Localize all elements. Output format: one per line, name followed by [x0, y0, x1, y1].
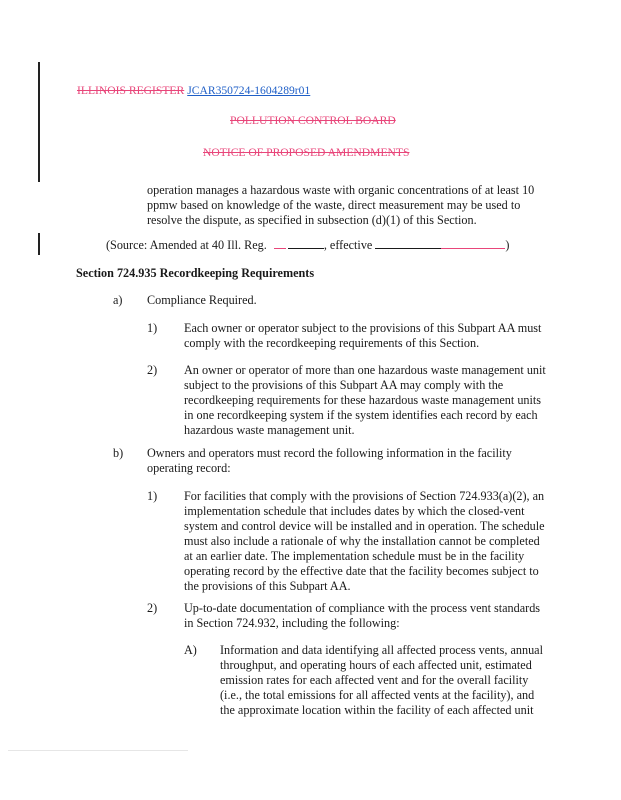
intro-paragraph [147, 183, 534, 228]
item-line: the provisions of this Subpart AA. [184, 579, 351, 593]
item-line: comply with the recordkeeping requirements of this Section. [184, 336, 480, 350]
item-line: throughput, and operating hours of each affected unit, estimated [220, 658, 532, 672]
source-suffix: ) [505, 238, 510, 252]
item-line: Information and data identifying all affected process vents, annual [220, 643, 543, 657]
item-b2 [184, 601, 540, 631]
section-title: Section 724.935 Recordkeeping Requirements [76, 266, 315, 280]
item-line: An owner or operator of more than one hazardous waste management unit [184, 363, 546, 377]
item-line: operating record by the effective date that the facility becomes subject to [184, 564, 539, 578]
item-a1 [184, 321, 541, 351]
item-a2 [184, 363, 546, 438]
register-struck: ILLINOIS REGISTER [77, 84, 185, 97]
item-line: For facilities that comply with the provisions of Section 724.933(a)(2), an [184, 489, 545, 503]
item-b2a-num: A) [184, 643, 197, 657]
item-line: the approximate location within the facility of each affected unit [220, 703, 534, 717]
board-header: POLLUTION CONTROL BOARD [230, 114, 396, 127]
item-line: in one recordkeeping system if the system identifies each record by each [184, 408, 538, 422]
source-mid: , effective [323, 238, 373, 252]
subsection-a-label: a) [113, 293, 123, 307]
intro-line: ppmw based on knowledge of the waste, direct measurement may be used to [147, 198, 521, 212]
item-b1-num: 1) [147, 489, 158, 503]
item-b2a [220, 643, 543, 718]
source-red-dash [274, 248, 286, 249]
notice-header: NOTICE OF PROPOSED AMENDMENTS [203, 146, 410, 159]
item-b2-num: 2) [147, 601, 158, 615]
item-line: at an earlier date. The implementation schedule must be in the facility [184, 549, 525, 563]
item-line: Owners and operators must record the following information in the facility [147, 446, 512, 460]
change-bar-source [38, 233, 40, 255]
register-header [77, 84, 310, 97]
source-blank-reg [288, 248, 324, 249]
item-line: recordkeeping requirements for these hazardous waste management units [184, 393, 542, 407]
item-line: hazardous waste management unit. [184, 423, 355, 437]
item-line: subject to the provisions of this Subpart AA may comply with the [184, 378, 504, 392]
subsection-b-label: b) [113, 446, 124, 460]
item-line: (i.e., the total emissions for all affected vents at the facility), and [220, 688, 535, 702]
item-line: Each owner or operator subject to the provisions of this Subpart AA must [184, 321, 542, 335]
item-a1-num: 1) [147, 321, 158, 335]
item-b1 [184, 489, 545, 594]
source-prefix: (Source: Amended at 40 Ill. Reg. [106, 238, 267, 252]
source-blank-effective [375, 248, 441, 249]
item-line: Up-to-date documentation of compliance with the process vent standards [184, 601, 541, 615]
item-line: emission rates for each affected vent and for the overall facility [220, 673, 529, 687]
item-line: operating record: [147, 461, 231, 475]
subsection-a-title: Compliance Required. [147, 293, 257, 307]
footer-rule [8, 750, 188, 751]
subsection-b-text [147, 446, 512, 476]
item-line: system and control device will be installed and in operation. The schedule [184, 519, 545, 533]
item-line: in Section 724.932, including the following: [184, 616, 400, 630]
source-red-blank [441, 248, 505, 249]
change-bar-top [38, 62, 40, 182]
intro-line: resolve the dispute, as specified in subsection (d)(1) of this Section. [147, 213, 477, 227]
item-a2-num: 2) [147, 363, 158, 377]
item-line: implementation schedule that includes dates by which the closed-vent [184, 504, 525, 518]
source-note [106, 238, 509, 253]
intro-line: operation manages a hazardous waste with organic concentrations of at least 10 [147, 183, 535, 197]
item-line: must also include a rationale of why the installation cannot be completed [184, 534, 540, 548]
register-new: JCAR350724-1604289r01 [187, 84, 311, 97]
